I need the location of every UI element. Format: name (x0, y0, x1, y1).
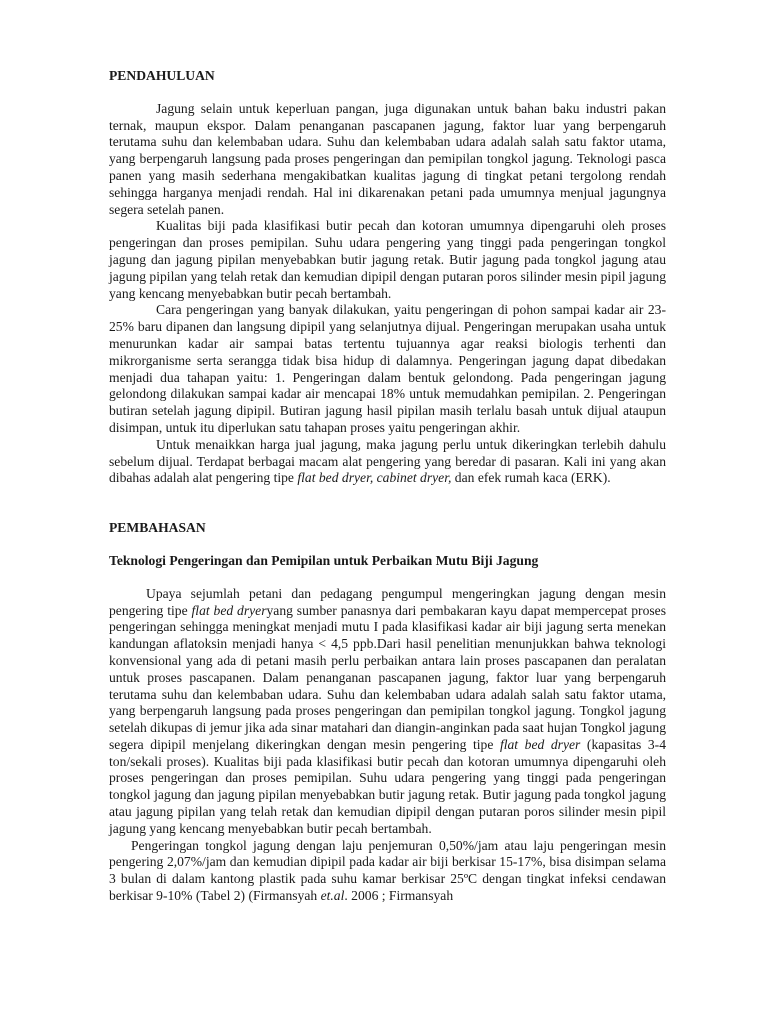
italic-term: et.al (320, 888, 345, 904)
italic-term: flat bed dryer (191, 602, 267, 618)
paragraph-discussion-2 (109, 838, 666, 905)
italic-term: flat bed dryer, cabinet dryer, (297, 470, 452, 486)
italic-term: flat bed dryer (499, 736, 581, 752)
text-span: Pengeringan tongkol jagung dengan laju penjemuran 0,50%/jam atau laju pengeringan mesin pengering 2,07%/jam dan kemudian dipipil pada kadar air biji berkisar 15-17%, bisa disimpan selama 3 bulan di dalam kantong plastik pada suhu kamar berkisar 25ºC dengan tingkat infeksi cendawan berkisar 9-10% (Tabel 2) (Firmansyah (109, 837, 666, 904)
document-body (109, 68, 666, 905)
heading-pendahuluan: PENDAHULUAN (109, 68, 215, 83)
text-span: Untuk menaikkan harga jual jagung, maka jagung perlu untuk dikeringkan terlebih dahulu sebelum dijual. Terdapat berbagai macam alat pengering yang beredar di pasaran. Kali ini yang akan dibahas adalah alat pengering tipe (109, 436, 666, 486)
text-span: . 2006 ; Firmansyah (344, 888, 454, 904)
text-span: dan efek rumah kaca (ERK). (451, 470, 611, 486)
text-span: yang sumber panasnya dari pembakaran kayu dapat mempercepat proses pengeringan sehingga meningkat menjadi mutu I pada klasifikasi kadar air biji jagung serta menekan kandungan aflatoksin menjadi hanya < 4,5 ppb.Dari hasil penelitian menunjukkan bahwa teknologi konvensional yang ada di petani masih perlu perbaikan antara lain proses pascapanen dan peralatan untuk proses pascapanen. Dalam penanganan pascapanen jagung, faktor luar yang berpengaruh terutama suhu dan kelembaban udara. Suhu dan kelembaban udara adalah salah satu faktor utama, yang berpengaruh langsung pada proses pengeringan dan pemipilan tongkol jagung. Tongkol jagung setelah dikupas di jemur jika ada sinar matahari dan diangin-anginkan pada saat hujan Tongkol jagung segera dipipil menjelang dikeringkan dengan mesin pengering tipe (109, 602, 666, 752)
heading-pembahasan: PEMBAHASAN (109, 520, 206, 536)
paragraph-discussion-1 (109, 586, 666, 838)
paragraph-intro-3: Cara pengeringan yang banyak dilakukan, yaitu pengeringan di pohon sampai kadar air 23-25% baru dipanen dan langsung dipipil yang selanjutnya dijual. Pengeringan merupakan usaha untuk menurunkan kadar air sampai batas tertentu tujuannya agar reaksi biologis terhenti dan mikrorganisme serta serangga tidak bisa hidup di dalamnya. Pengeringan jagung dapat dibedakan menjadi dua tahapan yaitu: 1. Pengeringan dalam bentuk gelondong. Pada pengeringan jagung gelondong dilakukan sampai kadar air mencapai 18% untuk memudahkan pemipilan. 2. Pengeringan butiran setelah jagung dipipil. Butiran jagung hasil pipilan masih terlalu basah untuk dijual ataupun disimpan, untuk itu diperlukan satu tahapan proses yaitu pengeringan akhir. (109, 302, 666, 435)
paragraph-intro-4 (109, 437, 666, 487)
paragraph-intro-2: Kualitas biji pada klasifikasi butir pecah dan kotoran umumnya dipengaruhi oleh proses pengeringan dan proses pemipilan. Suhu udara pengering yang tinggi pada pengeringan tongkol jagung dan jagung pipilan menyebabkan butir jagung retak. Butir jagung pada tongkol jagung atau jagung pipilan yang telah retak dan kemudian dipipil dengan putaran poros silinder mesin pipil jagung yang kencang menyebabkan butir pecah bertambah. (109, 218, 666, 301)
paragraph-intro-1: Jagung selain untuk keperluan pangan, juga digunakan untuk bahan baku industri pakan ternak, maupun ekspor. Dalam penanganan pascapanen jagung, faktor luar yang berpengaruh terutama suhu dan kelembaban udara. Suhu dan kelembaban udara adalah salah satu faktor utama, yang berpengaruh langsung pada proses pengeringan dan pemipilan tongkol jagung. Teknologi pasca panen yang masih sederhana mengakibatkan kualitas jagung di tingkat petani tergolong rendah sehingga harganya menjadi rendah. Hal ini dikarenakan petani pada umumnya menjual jagungnya segera setelah panen. (109, 100, 666, 217)
text-span: Upaya sejumlah petani dan pedagang pengumpul mengeringkan jagung dengan mesin pengering tipe (109, 585, 666, 618)
subheading-teknologi: Teknologi Pengeringan dan Pemipilan untuk Perbaikan Mutu Biji Jagung (109, 552, 539, 568)
text-span: (kapasitas 3-4 ton/sekali proses). Kualitas biji pada klasifikasi butir pecah dan kotoran umumnya dipengaruhi oleh proses pengeringan dan proses pemipilan. Suhu udara pengering yang tinggi pada pengeringan tongkol jagung dan jagung pipilan menyebabkan butir jagung retak. Butir jagung pada tongkol jagung atau jagung pipilan yang telah retak dan kemudian dipipil dengan putaran poros silinder mesin pipil jagung yang kencang menyebabkan butir pecah bertambah. (109, 736, 666, 836)
